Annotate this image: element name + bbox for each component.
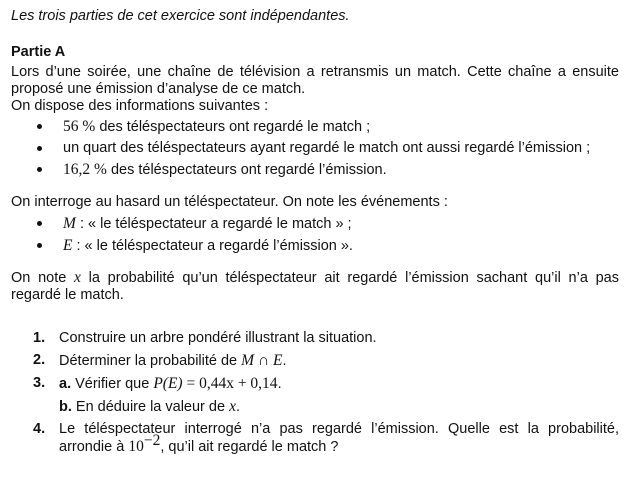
bullet-icon (37, 146, 42, 151)
event-m-text: : « le téléspectateur a regardé le match » ; (75, 216, 352, 232)
question-item (11, 375, 619, 393)
question-item (11, 330, 619, 347)
variable-x: x (229, 398, 236, 415)
bullet-icon (37, 167, 42, 172)
question-text: Vérifier que (71, 376, 154, 392)
intro-text: Les trois parties de cet exercice sont indépendantes. (11, 8, 350, 24)
question-item (11, 421, 619, 456)
power-exponent: −2 (143, 432, 161, 449)
match-percentage: 56 % (63, 118, 96, 135)
info-intro: On dispose des informations suivantes : (11, 98, 269, 114)
list-item-text: des téléspectateurs ont regardé le match ; (95, 119, 371, 135)
question-text: Le téléspectateur interrogé n’a pas regardé l’émission. Quelle est la probabilité, arrondie à (59, 421, 619, 455)
definition-text-end: la probabilité qu’un téléspectateur ait regardé l’émission sachant qu’il n’a pas regardé le match. (11, 270, 619, 303)
event-m-symbol: M (63, 215, 76, 232)
question-end: . (282, 353, 287, 369)
question-number: 3. (33, 375, 46, 391)
power-base: 10 (128, 438, 144, 455)
list-item (11, 237, 619, 255)
intersection-expression: M ∩ E (241, 352, 283, 369)
list-item-text: des téléspectateurs ont regardé l’émission. (106, 162, 387, 178)
definition-paragraph (11, 269, 619, 304)
probability-expression: P(E) (153, 375, 183, 392)
event-e-symbol: E (63, 237, 73, 254)
list-item-text: un quart des téléspectateurs ayant regardé le match ont aussi regardé l’émission ; (63, 140, 591, 156)
questions-list (11, 330, 619, 456)
bullet-icon (37, 243, 42, 248)
formula-expression: = 0,44x + 0,14 (182, 375, 278, 392)
context-paragraph: Lors d’une soirée, une chaîne de télévision a retransmis un match. Cette chaîne a ensuite proposé une émission d’analyse de ce match. (11, 64, 619, 97)
event-e-text: : « le téléspectateur a regardé l’émission ». (72, 238, 353, 254)
list-item (11, 215, 619, 233)
info-list (11, 118, 619, 179)
variable-x: x (74, 269, 81, 286)
question-end: , qu’il ait regardé le match ? (160, 439, 339, 455)
question-number: 4. (33, 421, 46, 437)
subquestion-label: b. (59, 399, 72, 415)
definition-text-start: On note (11, 270, 75, 286)
subquestion-label: a. (59, 376, 72, 392)
question-text: Déterminer la probabilité de (59, 353, 242, 369)
question-end: . (235, 399, 240, 415)
question-text: En déduire la valeur de (71, 399, 230, 415)
bullet-icon (37, 221, 42, 226)
question-end: . (277, 376, 282, 392)
list-item (11, 118, 619, 136)
list-item (11, 161, 619, 179)
exercise-page (11, 8, 619, 461)
bullet-icon (37, 124, 42, 129)
list-item (11, 140, 619, 157)
question-item (11, 352, 619, 370)
question-item (11, 398, 619, 416)
part-title: Partie A (11, 44, 66, 60)
question-text: Construire un arbre pondéré illustrant la situation. (59, 330, 377, 346)
show-percentage: 16,2 % (63, 161, 107, 178)
events-list (11, 215, 619, 255)
question-number: 1. (33, 330, 46, 346)
events-intro: On interroge au hasard un téléspectateur. On note les événements : (11, 194, 448, 210)
question-number: 2. (33, 352, 46, 368)
